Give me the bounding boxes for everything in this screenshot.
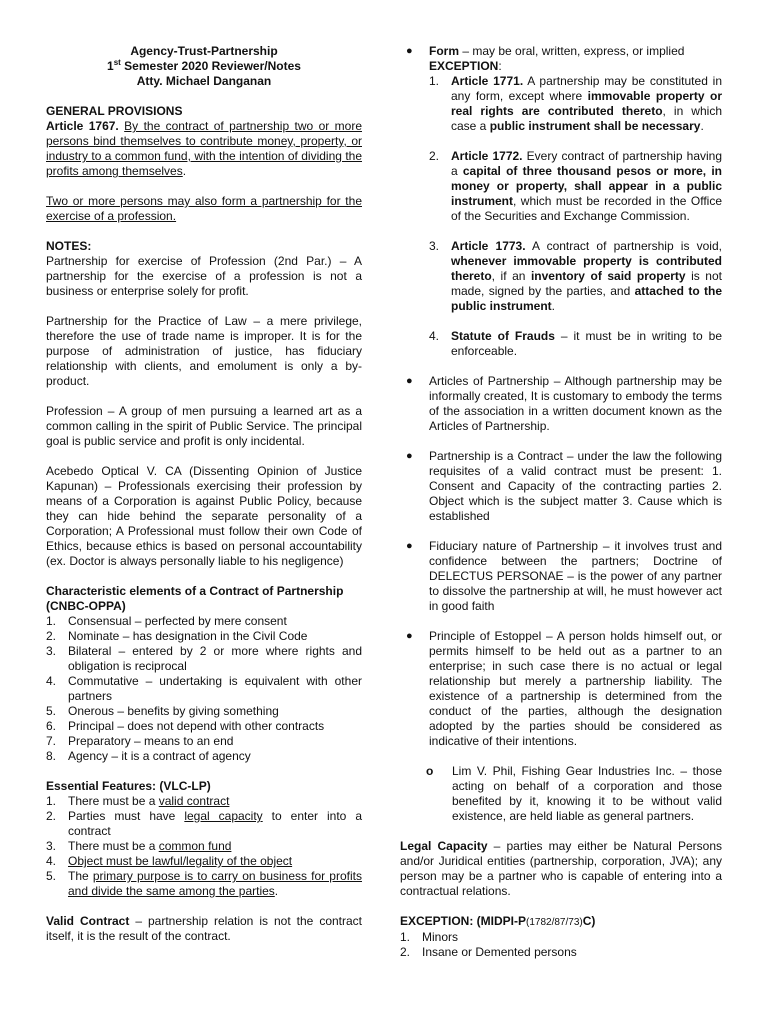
article-1771: 1. Article 1771. A partnership may be constituted in any form, except where immovable property or real rights are contributed thereto, in which case a public instrument shall be necessary. bbox=[429, 74, 723, 133]
bullet-icon: ● bbox=[406, 450, 413, 462]
list-item: 8. Agency – it is a contract of agency bbox=[46, 749, 251, 763]
profession-paragraph: Two or more persons may also form a partnership for the exercise of a profession. bbox=[46, 194, 362, 223]
exception-list bbox=[429, 74, 722, 359]
hollow-circle-icon: o bbox=[426, 764, 434, 778]
article-1773: 3. Article 1773. A contract of partnership is void, whenever immovable property is contributed thereto, if an inventory of said property is not made, signed by the parties, and attached to the public instrument. bbox=[429, 239, 723, 313]
general-provisions-heading: GENERAL PROVISIONS bbox=[46, 104, 183, 118]
list-item: 4. Commutative – undertaking is equivalent with other partners bbox=[46, 674, 362, 703]
form-bullet: ● Form – may be oral, written, express, or implied EXCEPTION: 1. Article 1771. A partnership may be constituted in any form, except where immovable property or real rights are contributed thereto, in which case a public instrument shall be necessary. 2. Article 1772. Every contract of partnership having a capital of three thousand pesos or more, in money or property, shall appear in a public instrument, which must be recorded in the Office of the Securities and Exchange Commission. 3. Article 1773. A contract of partnership is void, whenever immovable property is contributed thereto, if an inventory of said property is not made, signed by the parties, and attached to the public instrument. 4. Statute of Frauds – it must be in writing to be enforceable. bbox=[406, 44, 723, 358]
note-paragraph: Acebedo Optical V. CA (Dissenting Opinion of Justice Kapunan) – Professionals exercising their profession by means of a Corporation is against Public Policy, because they can hide behind the separate personality of a Corporation; A Professional must follow their own Code of Ethics, because ethics is based on personal accountability (ex. Doctor is always personally liable to his negligence) bbox=[46, 464, 362, 568]
essential-features-list bbox=[46, 794, 362, 899]
list-item: ● Fiduciary nature of Partnership – it involves trust and confidence between the partners; Doctrine of DELECTUS PERSONAE – is the power of any partner to dissolve the partnership at will, he must however act in good faith bbox=[406, 539, 722, 613]
list-item: ● Principle of Estoppel – A person holds himself out, or permits himself to be held out as a partner to an enterprise; in such case there is no actual or legal relationship but merely a partnership liability. The existence of a partnership is determined from the conduct of the parties, although the designation adopted by the parties should be considered as indicative of their intentions. bbox=[406, 629, 722, 748]
statute-of-frauds: 4. Statute of Frauds – it must be in writing to be enforceable. bbox=[429, 329, 722, 358]
characteristic-list bbox=[46, 614, 362, 764]
bullet-icon: ● bbox=[406, 45, 413, 57]
list-item: 4. Object must be lawful/legality of the object bbox=[46, 854, 293, 868]
list-item: 1. There must be a valid contract bbox=[46, 794, 230, 808]
list-item: 7. Preparatory – means to an end bbox=[46, 734, 234, 748]
list-item: 1. Consensual – perfected by mere consent bbox=[46, 614, 287, 628]
bullet-icon: ● bbox=[406, 630, 413, 642]
valid-contract-paragraph: Valid Contract – partnership relation is not the contract itself, it is the result of the contract. bbox=[46, 914, 363, 943]
list-item: ● Articles of Partnership – Although partnership may be informally created, It is customary to embody the terms of the association in a written document known as the Articles of Partnership. bbox=[406, 374, 722, 433]
document-author: Atty. Michael Danganan bbox=[136, 74, 272, 88]
notes-heading: NOTES: bbox=[46, 239, 92, 253]
document-title: Agency-Trust-Partnership bbox=[130, 44, 278, 58]
document-semester: 1st Semester 2020 Reviewer/Notes bbox=[107, 58, 301, 73]
list-item: 5. The primary purpose is to carry on business for profits and divide the same among the parties. bbox=[46, 869, 362, 898]
article-1767: Article 1767. By the contract of partnership two or more persons bind themselves to contribute money, property, or industry to a common fund, with the intention of dividing the profits among themselves. bbox=[46, 119, 362, 178]
list-item: 5. Onerous – benefits by giving something bbox=[46, 704, 279, 718]
essential-features-heading: Essential Features: (VLC-LP) bbox=[46, 779, 211, 793]
note-paragraph: Profession – A group of men pursuing a learned art as a common calling in the spirit of Public Service. The principal goal is public service and profit is only incidental. bbox=[46, 404, 362, 448]
article-1772: 2. Article 1772. Every contract of partnership having a capital of three thousand pesos or more, in money or property, shall appear in a public instrument, which must be recorded in the Office of the Securities and Exchange Commission. bbox=[429, 149, 723, 223]
exception-heading: EXCEPTION: (MIDPI-P(1782/87/73)C) bbox=[400, 914, 596, 928]
characteristic-heading: Characteristic elements of a Contract of Partnership (CNBC-OPPA) bbox=[46, 584, 344, 613]
list-item: 2. Insane or Demented persons bbox=[400, 945, 577, 959]
list-item: 2. Parties must have legal capacity to enter into a contract bbox=[46, 809, 362, 838]
right-column bbox=[400, 44, 723, 960]
exception-capacity-list bbox=[400, 930, 722, 960]
list-item: ● Partnership is a Contract – under the law the following requisites of a valid contract must be present: 1. Consent and Capacity of the contracting parties 2. Object which is the subject matter 3. Cause which is established bbox=[406, 449, 722, 523]
list-item: 6. Principal – does not depend with other contracts bbox=[46, 719, 325, 733]
bullet-icon: ● bbox=[406, 375, 413, 387]
legal-capacity-paragraph: Legal Capacity – parties may either be Natural Persons and/or Juridical entities (partnership, corporation, JVA); any person may be a partner who is capable of entering into a contractual relations. bbox=[400, 839, 722, 898]
lim-case: o Lim V. Phil, Fishing Gear Industries Inc. – those acting on behalf of a corporation and those benefited by it, knowing it to be without valid existence, are held liable as general partners. bbox=[426, 764, 722, 823]
bullet-icon: ● bbox=[406, 540, 413, 552]
left-column bbox=[46, 44, 362, 944]
list-item: 3. Bilateral – entered by 2 or more where rights and obligation is reciprocal bbox=[46, 644, 362, 673]
note-paragraph: Partnership for the Practice of Law – a mere privilege, therefore the use of trade name is improper. It is for the purpose of administration of justice, has fiduciary relationship with clients, and emolument is only a by-product. bbox=[46, 314, 362, 388]
list-item: 2. Nominate – has designation in the Civil Code bbox=[46, 629, 308, 643]
note-paragraph: Partnership for exercise of Profession (2nd Par.) – A partnership for the exercise of a profession is not a business or enterprise solely for profit. bbox=[46, 254, 362, 298]
list-item: 3. There must be a common fund bbox=[46, 839, 232, 853]
list-item: 1. Minors bbox=[400, 930, 459, 944]
